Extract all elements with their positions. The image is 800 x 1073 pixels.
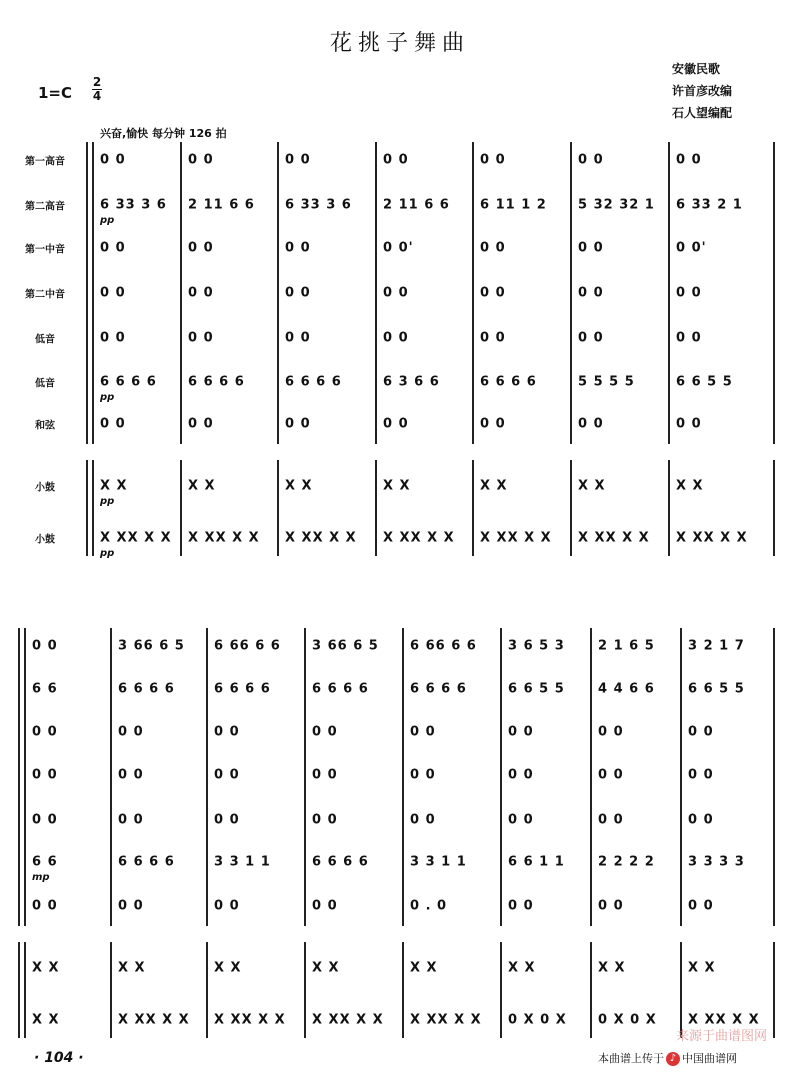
measure-notes: X X [188,478,216,494]
measure-notes: 0 0 [480,240,506,256]
measure-notes: 0 0 [100,330,126,346]
measure-notes: 6 6 5 5 [508,681,565,697]
measure-notes: 0 X 0 X [508,1012,567,1028]
measure-notes: 0 0 [285,240,311,256]
measure-notes: 0 0 [214,767,240,783]
measure-notes: 0 0 [100,240,126,256]
measure-notes: 3 66 6 5 [312,638,379,654]
measure-notes: X X [508,960,536,976]
measure-notes: 0 0 [383,330,409,346]
barline [304,628,306,926]
measure-notes: X X [676,478,704,494]
dynamic-marking: pp [100,548,115,559]
barline [590,628,592,926]
barline [277,142,279,444]
instrument-label: 第一中音 [25,244,65,256]
barline [110,942,112,1038]
dynamic-marking: mp [32,872,50,883]
measure-notes: 2 11 6 6 [188,197,255,213]
instrument-label: 和弦 [35,420,55,432]
barline [773,942,775,1038]
time-signature-top: 2 [92,75,102,89]
measure-notes: 3 6 5 3 [508,638,565,654]
measure-notes: 0 0 [32,724,58,740]
measure-notes: 6 6 6 6 [312,854,369,870]
measure-notes: 0 0 [32,767,58,783]
measure-notes: 0 0 [383,416,409,432]
measure-notes: X XX X X [100,530,172,546]
measure-notes: 3 3 3 3 [688,854,745,870]
measure-notes: X X [285,478,313,494]
measure-notes: X XX X X [214,1012,286,1028]
measure-notes: X XX X X [188,530,260,546]
measure-notes: 3 66 6 5 [118,638,185,654]
barline [180,460,182,556]
measure-notes: 0 0 [688,724,714,740]
dynamic-marking: pp [100,392,115,403]
measure-notes: 0 0 [508,724,534,740]
barline [24,942,26,1038]
measure-notes: 6 3 6 6 [383,374,440,390]
measure-notes: X X [32,960,60,976]
measure-notes: X XX X X [410,1012,482,1028]
barline [402,942,404,1038]
system-bracket [18,628,20,926]
page-number: · 104 · [34,1050,84,1066]
measure-notes: 0 0 [578,330,604,346]
measure-notes: 0 0 [598,767,624,783]
barline [375,142,377,444]
measure-notes: 0 0 [410,767,436,783]
measure-notes: 0 0 [118,898,144,914]
credit-orchestrator: 石人望编配 [672,106,733,120]
measure-notes: 0 0' [383,240,414,256]
barline [206,942,208,1038]
measure-notes: 6 66 6 6 [214,638,281,654]
barline [472,460,474,556]
measure-notes: 6 6 6 6 [285,374,342,390]
measure-notes: 0 0 [688,812,714,828]
measure-notes: X X [578,478,606,494]
measure-notes: 6 6 6 6 [410,681,467,697]
measure-notes: 0 0 [480,416,506,432]
measure-notes: 0 0 [410,724,436,740]
measure-notes: 6 11 1 2 [480,197,547,213]
measure-notes: 0 0 [578,416,604,432]
footer-site-name: 中国曲谱网 [682,1052,737,1065]
barline [92,460,94,556]
measure-notes: 3 3 1 1 [214,854,271,870]
measure-notes: X X [312,960,340,976]
measure-notes: 0 0 [188,330,214,346]
barline [277,460,279,556]
measure-notes: 6 6 6 6 [100,374,157,390]
measure-notes: 0 0 [676,285,702,301]
barline [206,628,208,926]
measure-notes: 0 0 [285,152,311,168]
measure-notes: X X [598,960,626,976]
barline [402,628,404,926]
measure-notes: 4 4 6 6 [598,681,655,697]
barline [92,142,94,444]
measure-notes: 0 0 [676,152,702,168]
barline [680,942,682,1038]
barline [500,942,502,1038]
footer-text-before: 本曲谱上传于 [598,1052,664,1065]
percussion-bracket [86,460,88,556]
measure-notes: 0 0 [32,638,58,654]
measure-notes: X XX X X [312,1012,384,1028]
measure-notes: 6 6 6 6 [118,854,175,870]
barline [570,142,572,444]
measure-notes: 6 33 3 6 [100,197,167,213]
tempo-marking: 兴奋,愉快 每分钟 126 拍 [100,127,227,140]
measure-notes: 6 6 6 6 [480,374,537,390]
barline [773,628,775,926]
measure-notes: 0 0' [676,240,707,256]
barline [680,628,682,926]
measure-notes: 0 0 [118,767,144,783]
measure-notes: X X [383,478,411,494]
measure-notes: X XX X X [383,530,455,546]
measure-notes: 6 66 6 6 [410,638,477,654]
measure-notes: 0 0 [312,767,338,783]
barline [668,142,670,444]
barline [773,142,775,444]
measure-notes: X X [32,1012,60,1028]
barline [375,460,377,556]
instrument-label: 小鼓 [35,482,55,494]
measure-notes: 0 0 [480,152,506,168]
barline [110,628,112,926]
credits [672,58,732,124]
measure-notes: 0 0 [578,152,604,168]
instrument-label: 第二高音 [25,201,65,213]
measure-notes: X X [688,960,716,976]
measure-notes: 0 0 [118,724,144,740]
measure-notes: 6 6 [32,681,58,697]
measure-notes: 0 0 [100,285,126,301]
measure-notes: 2 11 6 6 [383,197,450,213]
measure-notes: 0 0 [188,416,214,432]
credit-arranger: 许首彦改编 [672,84,733,98]
measure-notes: 0 0 [188,152,214,168]
barline [773,460,775,556]
footer-credit [598,1050,737,1066]
instrument-label: 低音 [35,334,55,346]
key-signature: 1=C [38,84,73,102]
measure-notes: 0 0 [676,416,702,432]
barline [472,142,474,444]
measure-notes: 0 0 [598,812,624,828]
music-note-icon: ♪ [666,1052,680,1066]
instrument-label: 第一高音 [25,156,65,168]
measure-notes: 6 33 3 6 [285,197,352,213]
measure-notes: X XX X X [688,1012,760,1028]
measure-notes: 6 6 5 5 [688,681,745,697]
measure-notes: 5 32 32 1 [578,197,655,213]
measure-notes: X X [480,478,508,494]
watermark: 来源于曲谱图网 [676,1029,768,1044]
measure-notes: 0 0 [312,898,338,914]
measure-notes: 0 0 [676,330,702,346]
instrument-label: 低音 [35,378,55,390]
measure-notes: 0 0 [312,724,338,740]
measure-notes: X XX X X [676,530,748,546]
measure-notes: X X [118,960,146,976]
barline [500,628,502,926]
measure-notes: 0 0 [383,152,409,168]
measure-notes: 2 1 6 5 [598,638,655,654]
measure-notes: 0 0 [214,898,240,914]
measure-notes: 0 0 [578,240,604,256]
measure-notes: 3 2 1 7 [688,638,745,654]
measure-notes: X XX X X [285,530,357,546]
percussion-bracket [18,942,20,1038]
measure-notes: 3 3 1 1 [410,854,467,870]
measure-notes: 0 0 [508,767,534,783]
measure-notes: 6 6 6 6 [118,681,175,697]
measure-notes: 0 0 [285,330,311,346]
measure-notes: X X [100,478,128,494]
measure-notes: 0 0 [285,416,311,432]
barline [304,942,306,1038]
measure-notes: 0 0 [32,898,58,914]
measure-notes: 6 6 6 6 [188,374,245,390]
measure-notes: 0 0 [32,812,58,828]
measure-notes: 0 0 [312,812,338,828]
barline [668,460,670,556]
measure-notes: 0 0 [508,898,534,914]
time-signature [90,76,104,103]
measure-notes: 0 0 [688,767,714,783]
measure-notes: 0 0 [578,285,604,301]
barline [180,142,182,444]
measure-notes: 0 0 [188,285,214,301]
barline [570,460,572,556]
page-title: 花挑子舞曲 [329,31,470,56]
measure-notes: X X [410,960,438,976]
measure-notes: 0 0 [383,285,409,301]
dynamic-marking: pp [100,496,115,507]
measure-notes: 6 6 [32,854,58,870]
measure-notes: X XX X X [578,530,650,546]
measure-notes: 5 5 5 5 [578,374,635,390]
measure-notes: 0 X 0 X [598,1012,657,1028]
instrument-label: 小鼓 [35,534,55,546]
instrument-label: 第二中音 [25,289,65,301]
measure-notes: 0 0 [598,724,624,740]
credit-origin: 安徽民歌 [672,62,721,76]
measure-notes: X X [214,960,242,976]
measure-notes: 6 6 5 5 [676,374,733,390]
measure-notes: 0 0 [688,898,714,914]
measure-notes: 6 6 1 1 [508,854,565,870]
measure-notes: 0 0 [214,812,240,828]
system-bracket [86,142,88,444]
measure-notes: 6 33 2 1 [676,197,743,213]
measure-notes: X XX X X [480,530,552,546]
measure-notes: 6 6 6 6 [312,681,369,697]
barline [590,942,592,1038]
measure-notes: 0 0 [598,898,624,914]
barline [24,628,26,926]
measure-notes: 0 0 [410,812,436,828]
measure-notes: 0 0 [480,330,506,346]
measure-notes: 0 0 [508,812,534,828]
measure-notes: 0 0 [100,416,126,432]
measure-notes: 2 2 2 2 [598,854,655,870]
measure-notes: 0 0 [214,724,240,740]
dynamic-marking: pp [100,215,115,226]
measure-notes: 0 . 0 [410,898,448,914]
measure-notes: 6 6 6 6 [214,681,271,697]
measure-notes: 0 0 [188,240,214,256]
time-signature-bottom: 4 [92,89,102,103]
measure-notes: 0 0 [480,285,506,301]
measure-notes: 0 0 [100,152,126,168]
measure-notes: X XX X X [118,1012,190,1028]
measure-notes: 0 0 [285,285,311,301]
measure-notes: 0 0 [118,812,144,828]
